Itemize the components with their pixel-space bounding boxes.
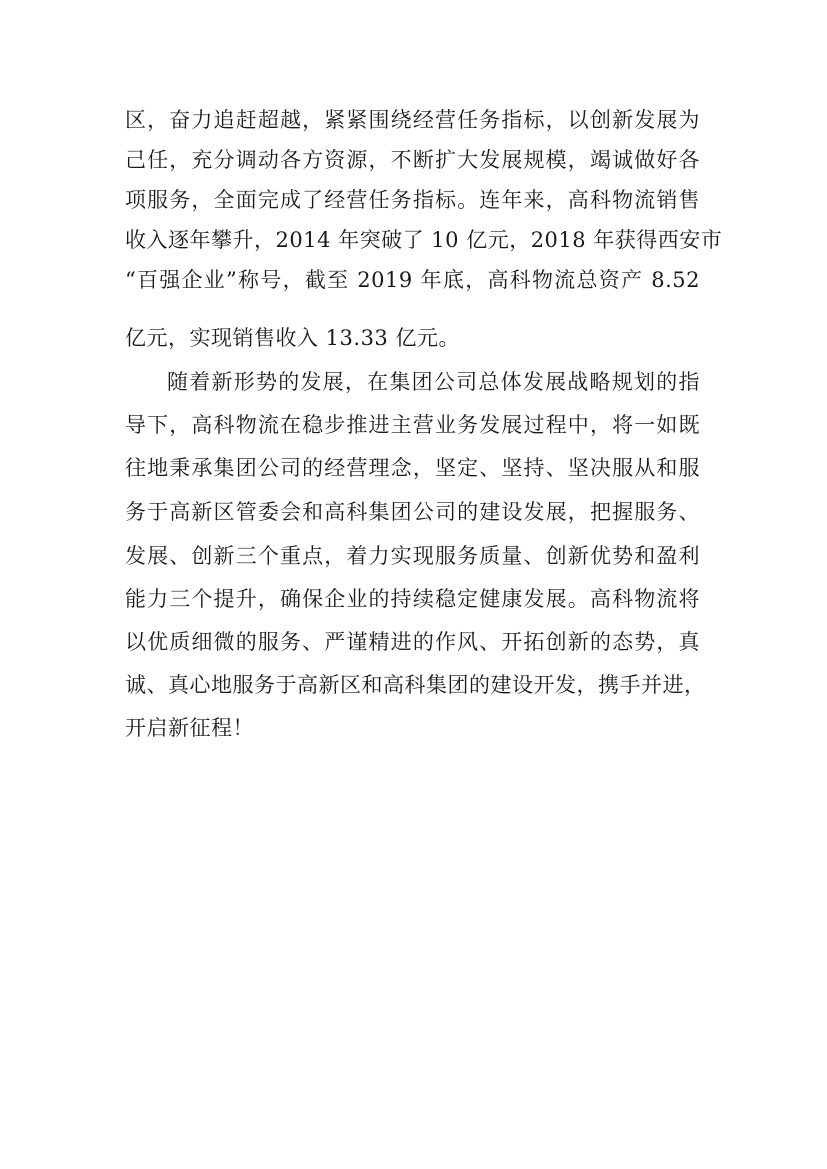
text-line: 导下，高科物流在稳步推进主营业务发展过程中，将一如既 <box>125 413 700 437</box>
text-line: 能力三个提升，确保企业的持续稳定健康发展。高科物流将 <box>125 587 700 611</box>
text-line: 己任，充分调动各方资源，不断扩大发展规模，竭诚做好各 <box>125 148 700 172</box>
text-line: “百强企业”称号，截至 2019 年底，高科物流总资产 8.52 <box>125 268 700 292</box>
text-line: 收入逐年攀升，2014 年突破了 10 亿元，2018 年获得西安市 <box>125 228 723 252</box>
text-line: 发展、创新三个重点，着力实现服务质量、创新优势和盈利 <box>125 544 700 568</box>
text-line: 随着新形势的发展，在集团公司总体发展战略规划的指 <box>167 370 700 394</box>
text-line: 项服务，全面完成了经营任务指标。连年来，高科物流销售 <box>125 188 700 212</box>
text-line: 务于高新区管委会和高科集团公司的建设发展，把握服务、 <box>125 500 700 524</box>
text-line: 往地秉承集团公司的经营理念，坚定、坚持、坚决服从和服 <box>125 456 700 480</box>
text-line: 区，奋力追赶超越，紧紧围绕经营任务指标，以创新发展为 <box>125 108 700 132</box>
text-line: 诚、真心地服务于高新区和高科集团的建设开发，携手并进， <box>125 673 706 697</box>
text-line: 亿元，实现销售收入 13.33 亿元。 <box>125 326 460 350</box>
text-line: 以优质细微的服务、严谨精进的作风、开拓创新的态势，真 <box>125 630 700 654</box>
text-line: 开启新征程！ <box>125 716 254 740</box>
